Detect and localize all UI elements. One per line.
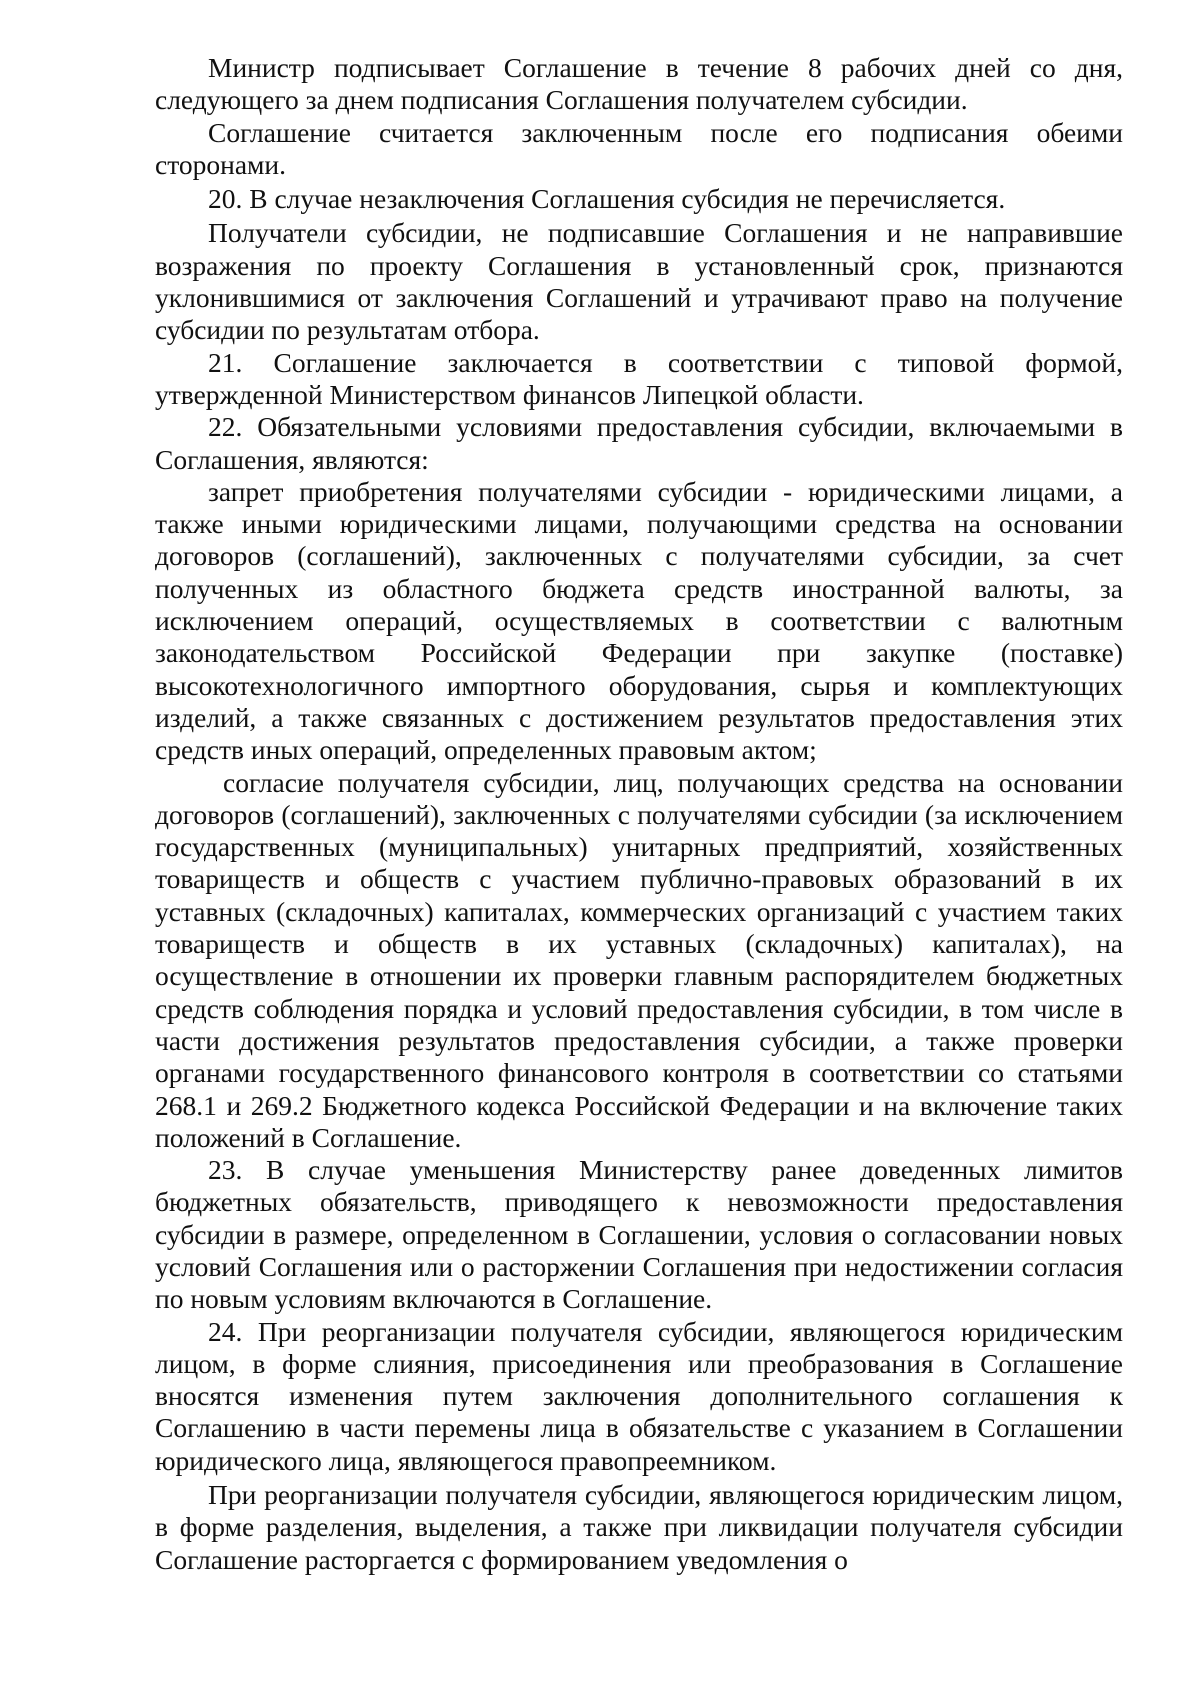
paragraph-24: 24. При реорганизации получателя субсидии, являющегося юридическим лицом, в форме слияния, присоединения или преобразования в Соглашение вносятся изменения путем заключения дополнительного соглашения к Соглашению в части перемены лица в обязательстве с указанием в Соглашении юридического лица, являющегося правопреемником.: [155, 1315, 1123, 1476]
paragraph-20: 20. В случае незаключения Соглашения субсидия не перечисляется.: [208, 183, 1006, 215]
paragraph-22-consent: согласие получателя субсидии, лиц, получающих средства на основании договоров (соглашений), заключенных с получателями субсидии (за исключением государственных (муниципальных) унитарных предприятий, хозяйственных товариществ и обществ с участием публично-правовых образований в их уставных (складочных) капиталах, коммерческих организаций с участием таких товариществ и обществ в их уставных (складочных) капиталах), на осуществление в отношении их проверки главным распорядителем бюджетных средств соблюдения порядка и условий предоставления субсидии, в том числе в части достижения результатов предоставления субсидии, а также проверки органами государственного финансового контроля в соответствии со статьями 268.1 и 269.2 Бюджетного кодекса Российской Федерации и на включение таких положений в Соглашение.: [155, 766, 1123, 1153]
paragraph-23: 23. В случае уменьшения Министерству ранее доведенных лимитов бюджетных обязательств, приводящего к невозможности предоставления субсидии в размере, определенном в Соглашении, условия о согласовании новых условий Соглашения или о расторжении Соглашения при недостижении согласия по новым условиям включаются в Соглашение.: [155, 1154, 1123, 1315]
paragraph-24-reorganization: При реорганизации получателя субсидии, являющегося юридическим лицом, в форме разделения, выделения, а также при ликвидации получателя субсидии Соглашение расторгается с формированием уведомления о: [155, 1479, 1123, 1575]
paragraph-22: 22. Обязательными условиями предоставления субсидии, включаемыми в Соглашения, являются:: [155, 411, 1123, 475]
paragraph-20-recipients: Получатели субсидии, не подписавшие Соглашения и не направившие возражения по проекту Соглашения в установленный срок, признаются уклонившимися от заключения Соглашений и утрачивают право на получение субсидии по результатам отбора.: [155, 217, 1123, 346]
paragraph-21: 21. Соглашение заключается в соответствии с типовой формой, утвержденной Министерством финансов Липецкой области.: [155, 346, 1123, 410]
document-page: [155, 52, 1123, 1576]
paragraph-minister-signing: Министр подписывает Соглашение в течение 8 рабочих дней со дня, следующего за днем подписания Соглашения получателем субсидии.: [155, 52, 1123, 116]
paragraph-22-currency-ban: запрет приобретения получателями субсидии - юридическими лицами, а также иными юридическими лицами, получающими средства на основании договоров (соглашений), заключенных с получателями субсидии, за счет полученных из областного бюджета средств иностранной валюты, за исключением операций, осуществляемых в соответствии с валютным законодательством Российской Федерации при закупке (поставке) высокотехнологичного импортного оборудования, сырья и комплектующих изделий, а также связанных с достижением результатов предоставления этих средств иных операций, определенных правовым актом;: [155, 475, 1123, 766]
paragraph-agreement-concluded: Соглашение считается заключенным после его подписания обеими сторонами.: [155, 116, 1123, 180]
